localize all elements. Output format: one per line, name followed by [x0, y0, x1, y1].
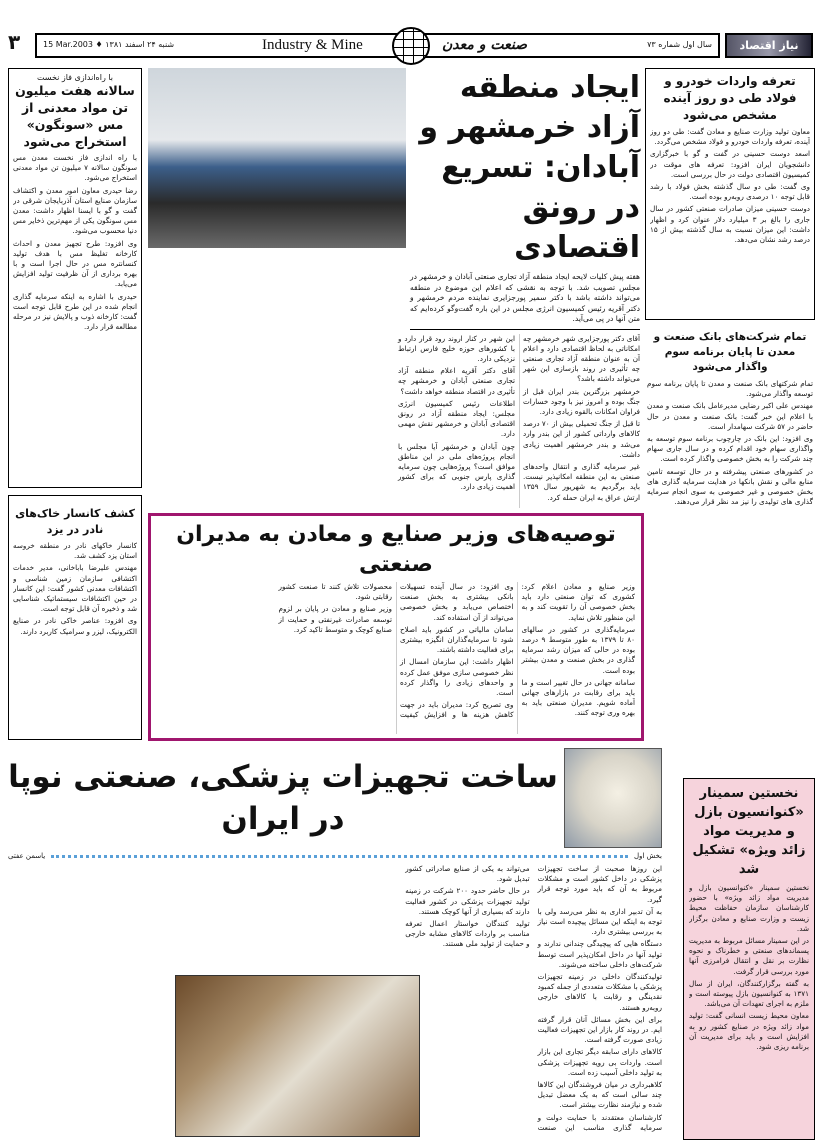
- paragraph: کالاهای دارای سابقه دیگر تجاری این بازار است. واردات بی رویه تجهیزات پزشکی به تولید داخلی آسیب زده است.: [537, 1047, 662, 1077]
- part-label: بخش اول: [633, 852, 662, 860]
- paragraph: وی افزود: عناصر خاکی نادر در صنایع الکترونیک، لیزر و سرامیک کاربرد دارند.: [13, 616, 137, 636]
- paragraph: تولیدکنندگان داخلی در زمینه تجهیزات پزشکی با مشکلات متعددی از جمله کمبود نقدینگی و رقابت با کالاهای خارجی روبه‌رو هستند.: [537, 972, 662, 1012]
- paragraph: به آن تدبیر اداری به نظر می‌رسد ولی با توجه به اینکه این مسائل پیچیده است نیاز به بررسی بیشتری دارد.: [537, 906, 662, 937]
- paragraph: معاون محیط زیست انسانی گفت: تولید مواد زائد ویژه در صنایع کشور رو به افزایش است و باید برای مدیریت آن برنامه ریزی شود.: [689, 1011, 809, 1052]
- paragraph: حیدری با اشاره به اینکه سرمایه گذاری انجام شده در این طرح قابل توجه است گفت: کارخانه ذوب و پالایش نیز در مرحله مطالعه قرار دارد.: [13, 291, 137, 332]
- paragraph: وی افزود: در سال آینده تسهیلات بانکی بیشتری به بخش صنعت اختصاص می‌یابد و بخش خصوصی می‌تواند از آن استفاده کند.: [400, 582, 514, 622]
- main-body: [148, 334, 640, 509]
- paragraph: اطلاعات رئیس کمیسیون انرژی مجلس: ایجاد منطقه آزاد در رونق اقتصادی آبادان و خرمشهر نقش مهمی دارد.: [398, 398, 515, 439]
- surgical-tools-photo: [175, 975, 420, 1137]
- main-story: [148, 68, 640, 508]
- paragraph: تا قبل از جنگ تحمیلی بیش از ۷۰ درصد کالاهای وارداتی کشور از این بندر وارد می‌شد و بندر خرمشهر اهمیت زیادی داشت.: [523, 419, 640, 459]
- minister-story-frame: [148, 513, 644, 741]
- medical-device-photo: [564, 748, 662, 848]
- paragraph: اظهار داشت: این سازمان امسال از نظر خصوصی سازی موفق عمل کرده و واحدهای زیادی را واگذار کرده است.: [400, 657, 514, 698]
- port-ship-photo: [148, 68, 406, 248]
- date: 15 Mar.2003 ♦ شنبه ۲۴ اسفند ۱۳۸۱: [43, 40, 175, 49]
- paragraph: کلاهبرداری در میان فروشندگان این کالاها چند سالی است که به یک معضل تبدیل شده و نیازمند نظارت بیشتر است.: [537, 1080, 662, 1110]
- paragraph: اسعد دوست حسینی در گفت و گو با خبرگزاری دانشجویان ایران افزود: تعرفه های موقت در کمیسیون اقتصادی دولت در حال بررسی است.: [650, 149, 810, 179]
- masthead: [35, 33, 720, 58]
- right-story-headline: تعرفه واردات خودرو و فولاد طی دو روز آینده مشخص می‌شود: [663, 74, 797, 122]
- paragraph: این شهر در کنار اروند رود قرار دارد و با کشورهای حوزه خلیج فارس ارتباط نزدیکی دارد.: [398, 333, 515, 363]
- paragraph: آقای دکتر پورجزایری شهر خرمشهر چه امکاناتی به لحاظ اقتصادی دارد و اعلام آن به عنوان منطقه آزاد تجاری صنعتی چه تأثیری در روند بازسازی این شهر می‌تواند داشته باشد؟: [523, 333, 640, 384]
- title-fa: صنعت و معدن: [442, 37, 528, 53]
- paragraph: غیر سرمایه گذاری و انتقال واحدهای صنعتی به این منطقه امکانپذیر نیست. باید برگردیم به شهریور سال ۱۳۵۹ ارتش عراق به ایران حمله کرد.: [523, 461, 640, 502]
- right-story-2-headline: تمام شرکت‌های بانک صنعت و معدن تا پایان برنامه سوم واگذار می‌شود: [653, 331, 807, 373]
- paragraph: وی افزود: این بانک در چارچوب برنامه سوم توسعه به واگذاری سهام خود اقدام کرده و در سال جاری سهام چند شرکت را به بخش خصوصی واگذار کرده است.: [647, 434, 813, 464]
- left-story-2: [8, 495, 142, 740]
- paragraph: مهندس علی اکبر رضایی مدیرعامل بانک صنعت و معدن با اعلام این خبر گفت: بانک صنعت و معدن در حال حاضر در ۵۷ شرکت سهامدار است.: [647, 401, 813, 431]
- right-story: [645, 68, 815, 320]
- paragraph: سامانه جهانی در حال تغییر است و ما باید برای رقابت در بازارهای جهانی آماده شویم. مدیران صنعتی باید به بهره وری توجه کنند.: [521, 677, 635, 718]
- main-headline: ایجاد منطقه آزاد خرمشهر و آبادان: تسریع در رونق اقتصادی: [419, 70, 640, 265]
- seminar-headline: نخستین سمینار «کنوانسیون بازل و مدیریت مواد زائد ویژه» تشکیل شد: [692, 786, 806, 877]
- paragraph: چون آبادان و خرمشهر آیا مجلس با انجام پروژه‌های ملی در این مناطق موافق است؟ پروژه‌هایی چون سرمایه گذاری پارس جنوبی که برای کشور اهمیت زیادی دارد.: [398, 441, 515, 492]
- paragraph: کارشناسان معتقدند با حمایت دولت و سرمایه گذاری مناسب این صنعت می‌تواند به یکی از صنایع صادراتی کشور تبدیل شود.: [405, 864, 662, 1132]
- paragraph: نخستین سمینار «کنوانسیون بازل و مدیریت مواد زائد ویژه» با حضور کارشناسان سازمان حفاظت محیط زیست و وزارت صنایع و معادن برگزار شد.: [689, 883, 809, 933]
- divider: [410, 329, 640, 330]
- paragraph: رضا حیدری معاون امور معدن و اکتشاف سازمان صنایع استان آذربایجان شرقی در گفت و گو با ایسنا اظهار داشت: معدن مس سونگون یکی از مهم‌ترین ذخایر مس دنیا محسوب می‌شود.: [13, 185, 137, 236]
- newspaper-logo: نیاز اقتصاد: [725, 33, 813, 58]
- dotted-rule: [51, 855, 628, 858]
- paragraph: در حال حاضر حدود ۲۰۰ شرکت در زمینه تولید تجهیزات پزشکی در کشور فعالیت دارند که بسیاری از آنها کوچک هستند.: [405, 886, 530, 916]
- paragraph: این روزها صحبت از ساخت تجهیزات پزشکی در داخل کشور است و مشکلات مربوط به آن که باید مورد توجه قرار گیرد.: [537, 864, 662, 904]
- paragraph: برای این بخش مسائل آنان قرار گرفته ایم. در روند کار بازار این تجهیزات فعالیت زیادی صورت گرفته است.: [537, 1014, 662, 1045]
- paragraph: آقای دکتر آقریه اعلام منطقه آزاد تجاری صنعتی آبادان و خرمشهر چه تأثیری در اقتصاد منطقه خواهد داشت؟: [398, 366, 515, 396]
- paragraph: دستگاه هایی که پیچیدگی چندانی ندارند و تولید آنها در داخل امکان‌پذیر است توسط شرکت‌های داخلی ساخته می‌شوند.: [537, 939, 662, 969]
- left-story: [8, 68, 142, 488]
- paragraph: وی گفت: طی دو سال گذشته بخش فولاد با رشد قابل توجه ۱۰ درصدی روبه‌رو بوده است.: [650, 182, 810, 202]
- paragraph: دوست حسینی میزان صادرات صنعتی کشور در سال جاری را بالغ بر ۳ میلیارد دلار عنوان کرد و اظهار داشت: این میزان نسبت به سال گذشته بیش از ۱۵ درصد رشد نشان می‌دهد.: [650, 204, 810, 245]
- paragraph: خرمشهر بزرگترین بندر ایران قبل از جنگ بوده و امروز نیز با وجود خسارات فراوان امکانات بالقوه زیادی دارد.: [523, 386, 640, 416]
- main-lead: هفته پیش کلیات لایحه ایجاد منطقه آزاد تجاری صنعتی آبادان و خرمشهر در مجلس تصویب شد. با توجه به نقشی که اعلام این موضوع در منطقه می‌تواند داشته باشد با دکتر سمیر پورجزایری نماینده مردم خرمشهر و دکتر آقریه رئیس کمیسیون انرژی مجلس در این باره گفت‌وگو کرده‌ایم که متن آنها در پی می‌آید.: [410, 272, 640, 323]
- title-en: Industry & Mine: [262, 37, 363, 53]
- paragraph: معاون تولید وزارت صنایع و معادن گفت: طی دو روز آینده، تعرفه واردات خودرو و فولاد مشخص می‌گردد.: [650, 127, 810, 147]
- left-story-headline: سالانه هفت میلیون تن مواد معدنی از مس «سونگون» استخراج می‌شود: [15, 83, 135, 149]
- paragraph: تولید کنندگان خواستار اعمال تعرفه مناسب بر واردات کالاهای مشابه خارجی و حمایت از تولید ملی هستند.: [405, 919, 530, 949]
- medical-headline: ساخت تجهیزات پزشکی، صنعتی نوپا در ایران: [8, 759, 558, 837]
- seminar-box: [683, 778, 815, 1140]
- left-story-2-headline: کشف کانسار خاک‌های نادر در یزد: [15, 507, 135, 536]
- minister-headline: توصیه‌های وزیر صنایع و معادن به مدیران صنعتی: [176, 522, 616, 577]
- byline-bar: [8, 851, 662, 861]
- page-number: ۳: [8, 30, 21, 54]
- paragraph: مهندس علیرضا باباخانی، مدیر خدمات اکتشافی سازمان زمین شناسی و اکتشافات معدنی کشور گفت: این کانسار در حین اکتشافات سیستماتیک شناسایی شد و ذخیره آن قابل توجه است.: [13, 563, 137, 614]
- paragraph: تمام شرکتهای بانک صنعت و معدن تا پایان برنامه سوم توسعه واگذار می‌شود.: [647, 379, 813, 399]
- paragraph: با راه اندازی فاز نخست معدن مس سونگون سالانه ۷ میلیون تن مواد معدنی استخراج می‌شود.: [13, 153, 137, 183]
- paragraph: در این سمینار مسائل مربوط به مدیریت پسماندهای صنعتی و خطرناک و نحوه نظارت بر نقل و انتقال فرامرزی آنها مورد بررسی قرار گرفت.: [689, 936, 809, 976]
- issue: سال اول شماره ۷۳: [647, 40, 712, 49]
- paragraph: سامان مالیاتی در کشور باید اصلاح شود تا سرمایه‌گذاران انگیزه بیشتری برای فعالیت داشته باشند.: [400, 624, 514, 655]
- right-story-2: [645, 328, 815, 768]
- paragraph: وزیر صنایع و معادن اعلام کرد: کشوری که توان صنعتی دارد باید بخش خصوصی آن را تقویت کند و به این منظور تلاش نماید.: [521, 582, 635, 622]
- paragraph: وی افزود: طرح تجهیز معدن و احداث کارخانه تغلیظ مس با هدف تولید کنسانتره مس در حال اجرا است و با بهره برداری از آن ظرفیت تولید افزایش می‌یابد.: [13, 238, 137, 289]
- author: یاسمن عفتی: [8, 852, 46, 860]
- globe-icon: [392, 27, 430, 65]
- paragraph: وی تصریح کرد: مدیران باید در جهت کاهش هزینه ها و افزایش کیفیت محصولات تلاش کنند تا صنعت کشور رقابتی شود.: [278, 582, 514, 720]
- paragraph: کانسار خاکهای نادر در منطقه خروسه استان یزد کشف شد.: [13, 541, 137, 561]
- paragraph: در کشورهای صنعتی پیشرفته و در حال توسعه تامین منابع مالی و نقش بانکها در هدایت سرمایه گذاری های بخش خصوصی و غیر خصوصی به سوی انجام سرمایه گذاری های تولیدی را نیز مد نظر قرار می‌دهند.: [647, 466, 813, 507]
- paragraph: وزیر صنایع و معادن در پایان بر لزوم توسعه صادرات غیرنفتی و حمایت از صنایع کوچک و متوسط تاکید کرد.: [278, 604, 392, 634]
- paragraph: سرمایه‌گذاری در کشور در سالهای ۸۰ تا ۱۳۷۹ به طور متوسط ۹ درصد بوده در حالی که میزان رشد سرمایه گذاری در بخش صنعت و معدن بیشتر بوده است.: [521, 624, 635, 675]
- left-story-kicker: با راه‌اندازی فاز نخست: [36, 73, 114, 82]
- paragraph: به گفته برگزارکنندگان، ایران از سال ۱۳۷۱ به کنوانسیون بازل پیوسته است و ملزم به اجرای تعهدات آن می‌باشد.: [689, 978, 809, 1009]
